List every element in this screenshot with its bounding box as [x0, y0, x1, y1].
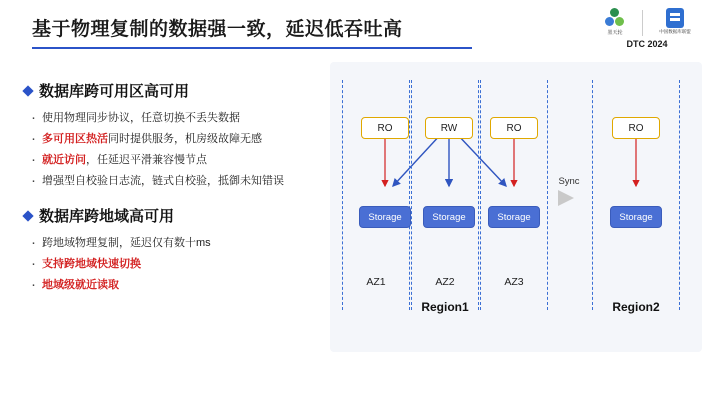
section-region-ha: [24, 205, 314, 295]
az-az2: [411, 80, 479, 310]
sync-label: Sync: [558, 176, 580, 187]
list-item: · 地域级就近读取: [42, 276, 314, 295]
bullet-list: [24, 109, 314, 191]
node-label: RO: [377, 122, 393, 134]
node-label: RO: [506, 122, 522, 134]
diamond-bullet-icon: [22, 210, 33, 221]
event-label: DTC 2024: [626, 39, 668, 49]
az-az3: [480, 80, 548, 310]
az-label: AZ1: [366, 276, 386, 288]
node-ro-az1: [361, 117, 409, 139]
region-region1: [342, 80, 548, 314]
bullet-list: [24, 234, 314, 295]
logo-divider: [642, 10, 643, 36]
list-item: · 就近访问，任延迟平滑兼容慢节点: [42, 151, 314, 170]
modb-logo-caption: 墨天轮: [607, 30, 623, 36]
list-item: · 增强型自校验日志流，链式自校验，抵御未知错误: [42, 172, 314, 191]
node-ro-az3: [490, 117, 538, 139]
storage-az1: [359, 206, 411, 228]
modb-logo-icon: [605, 8, 625, 28]
logo-area: [592, 6, 702, 50]
storage-label: Storage: [432, 211, 466, 223]
storage-label: Storage: [497, 211, 531, 223]
page-title: 基于物理复制的数据强一致，延迟低吞吐高: [32, 19, 403, 40]
region-label: Region1: [421, 300, 469, 314]
alliance-logo-icon: [666, 8, 684, 28]
alliance-logo-caption: 中国数据库联盟: [659, 29, 691, 34]
az-label: AZ2: [435, 276, 455, 288]
slide-header: [0, 0, 720, 56]
diamond-bullet-icon: [22, 85, 33, 96]
modb-logo: [592, 8, 638, 36]
list-item: · 支持跨地域快速切换: [42, 255, 314, 274]
node-rw-az2: [425, 117, 473, 139]
section-header: [24, 80, 314, 101]
node-label: RO: [628, 122, 644, 134]
list-item: · 使用物理同步协议，任意切换不丢失数据: [42, 109, 314, 128]
storage-region2: [610, 206, 662, 228]
list-item: · 跨地域物理复制，延迟仅有数十ms: [42, 234, 314, 253]
node-label: RW: [440, 122, 458, 134]
storage-label: Storage: [368, 211, 402, 223]
storage-label: Storage: [619, 211, 653, 223]
storage-az2: [423, 206, 475, 228]
section-header: [24, 205, 314, 226]
title-underline: [32, 47, 472, 49]
az-region2: [592, 80, 680, 310]
list-item: · 多可用区热活同时提供服务，机房级故障无感: [42, 130, 314, 149]
region-region2: [582, 80, 690, 314]
section-title: 数据库跨地域高可用: [39, 208, 175, 225]
az-label: AZ3: [504, 276, 524, 288]
region-label: Region2: [612, 300, 660, 314]
bullet-panel: [24, 80, 314, 309]
storage-az3: [488, 206, 540, 228]
section-az-ha: [24, 80, 314, 191]
architecture-diagram: [330, 62, 702, 352]
alliance-logo: [650, 8, 700, 35]
node-ro-region2: [612, 117, 660, 139]
az-az1: [342, 80, 410, 310]
section-title: 数据库跨可用区高可用: [39, 83, 190, 100]
